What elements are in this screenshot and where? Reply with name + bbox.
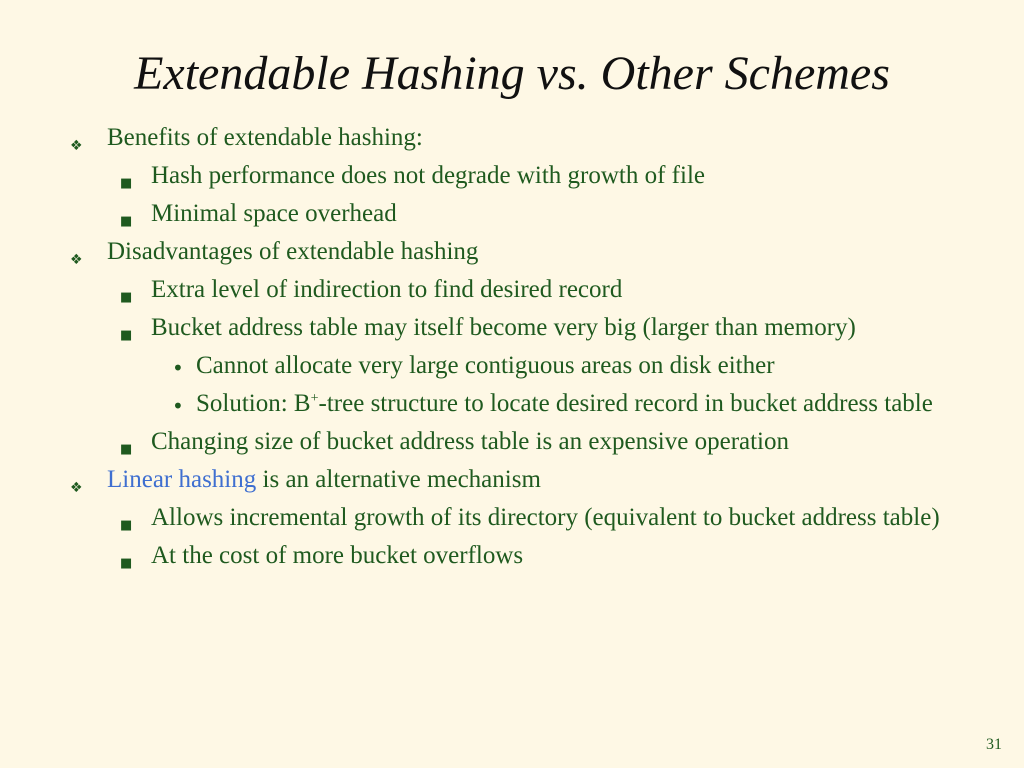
bullet-text: Allows incremental growth of its directory (equivalent to bucket address table)	[151, 504, 940, 531]
diamond-bullet-icon: ❖	[70, 252, 83, 268]
slide-number: 31	[986, 736, 1002, 753]
square-bullet-icon: ■	[120, 290, 133, 305]
square-bullet-icon: ■	[120, 214, 133, 229]
bullet-expensive-operation	[70, 427, 990, 457]
bullet-disadvantages	[70, 237, 990, 267]
square-bullet-icon: ■	[120, 328, 133, 343]
bullet-text: Minimal space overhead	[151, 200, 397, 227]
bullet-contiguous-areas	[70, 351, 990, 381]
dot-bullet-icon: •	[172, 356, 184, 380]
bullet-text: Extra level of indirection to find desired record	[151, 276, 623, 303]
bullet-text: At the cost of more bucket overflows	[151, 542, 524, 569]
bullet-text: Disadvantages of extendable hashing	[107, 238, 479, 265]
bullet-incremental-growth	[70, 503, 990, 533]
bullet-overflows	[70, 541, 990, 571]
bullet-text: Changing size of bucket address table is an expensive operation	[151, 428, 790, 455]
diamond-bullet-icon: ❖	[70, 138, 83, 154]
diamond-bullet-icon: ❖	[70, 480, 83, 496]
bullet-btree-solution	[70, 389, 990, 419]
slide-title: Extendable Hashing vs. Other Schemes	[134, 47, 890, 100]
bullet-hash-performance	[70, 161, 990, 191]
superscript-plus: +	[310, 391, 319, 406]
bullet-text: Benefits of extendable hashing:	[107, 124, 423, 151]
bullet-text: is an alternative mechanism	[256, 466, 541, 493]
square-bullet-icon: ■	[120, 518, 133, 533]
bullet-text: Bucket address table may itself become very big (larger than memory)	[151, 314, 856, 341]
bullet-text: Cannot allocate very large contiguous areas on disk either	[196, 352, 775, 379]
square-bullet-icon: ■	[120, 176, 133, 191]
bullet-table-size	[70, 313, 990, 343]
bullet-benefits	[70, 123, 990, 153]
bullet-text-pre: Solution: B	[196, 390, 311, 417]
square-bullet-icon: ■	[120, 556, 133, 571]
bullet-linear-hashing	[70, 465, 990, 495]
bullet-indirection	[70, 275, 990, 305]
bullet-space-overhead	[70, 199, 990, 229]
dot-bullet-icon: •	[172, 394, 184, 418]
bullet-text-post: -tree structure to locate desired record in bucket address table	[318, 390, 933, 417]
square-bullet-icon: ■	[120, 442, 133, 457]
bullet-text: Hash performance does not degrade with growth of file	[151, 162, 705, 189]
linear-hashing-link[interactable]: Linear hashing	[107, 466, 257, 493]
bullet-list	[70, 123, 990, 571]
